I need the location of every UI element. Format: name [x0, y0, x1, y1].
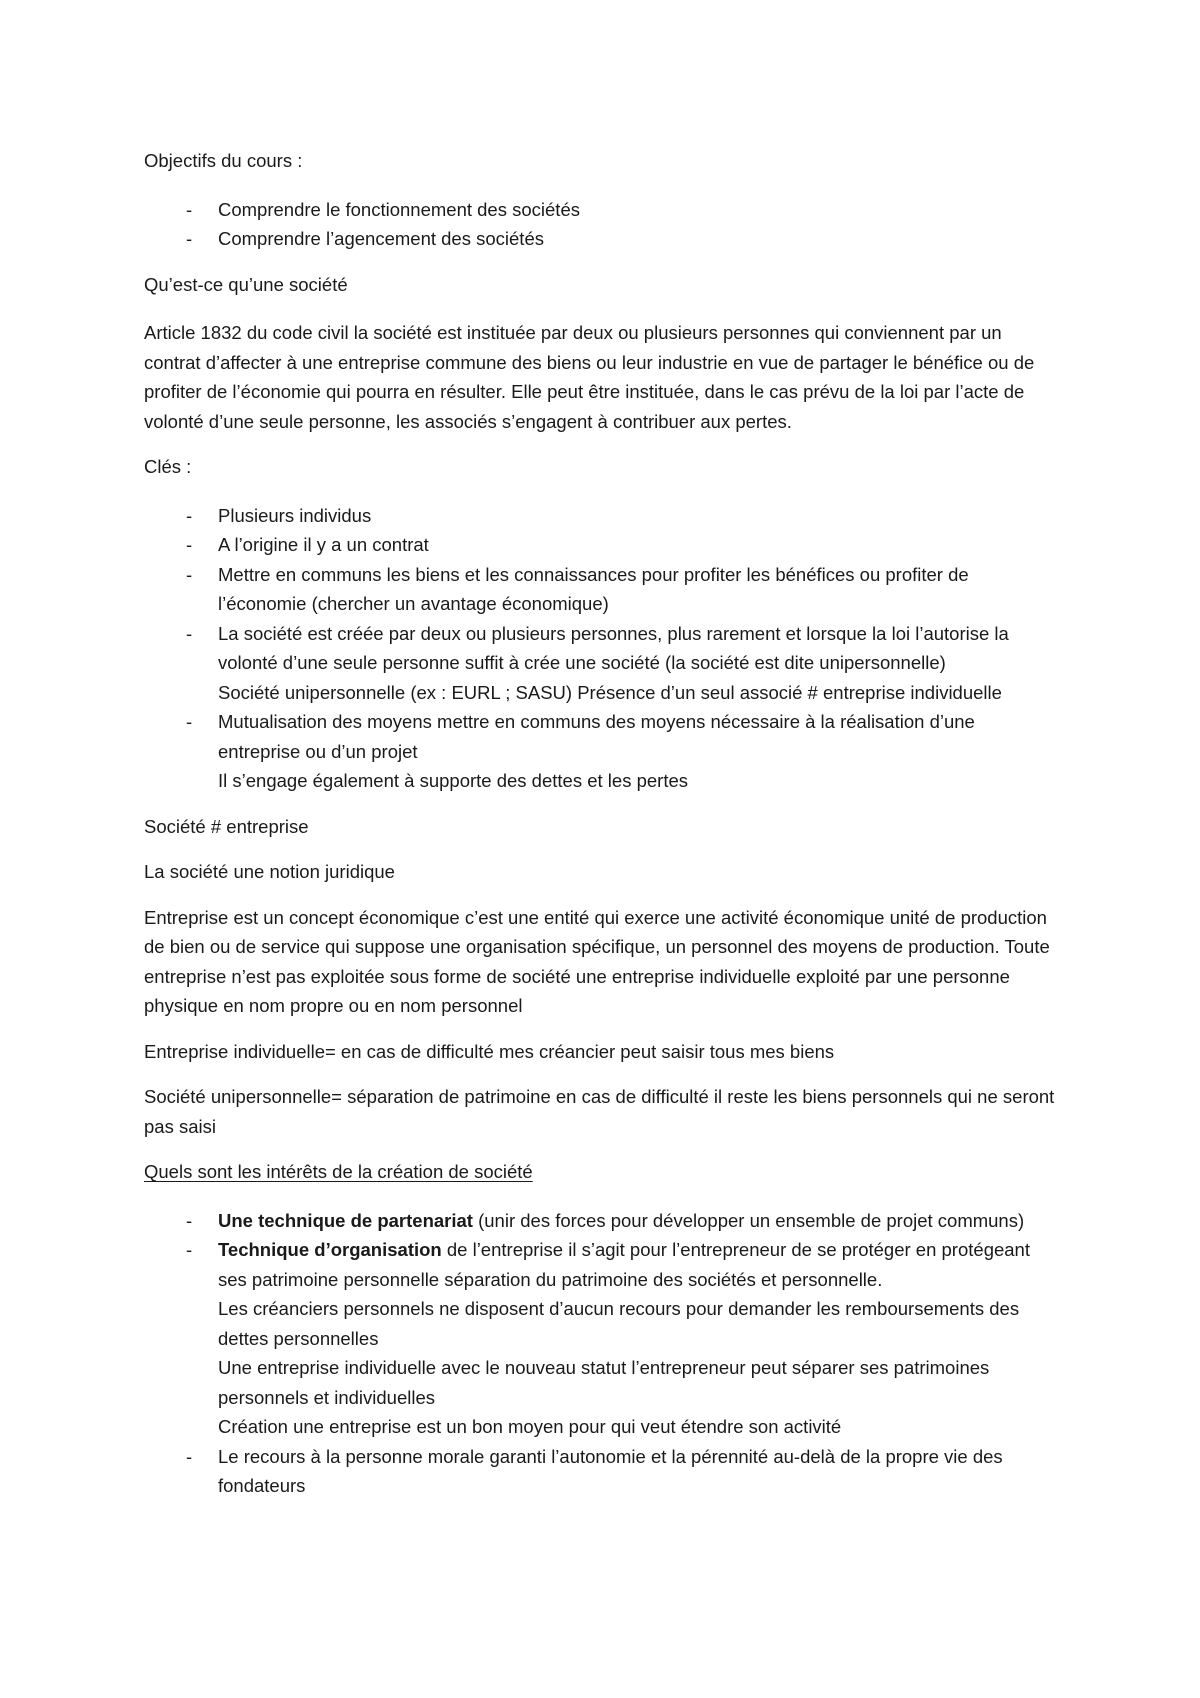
definition-heading: Qu’est-ce qu’une société	[144, 273, 348, 295]
list-item-extra: Une entreprise individuelle avec le nouveau statut l’entrepreneur peut séparer ses patrimoines personnels et individuelles	[218, 1357, 990, 1408]
document-body	[144, 146, 1062, 1517]
list-item-extra: Création une entreprise est un bon moyen pour qui veut étendre son activité	[218, 1416, 842, 1437]
list-item: - Comprendre l’agencement des sociétés	[144, 224, 1062, 254]
objectifs-heading: Objectifs du cours :	[144, 150, 303, 171]
interets-heading	[144, 1157, 1062, 1187]
list-item: - Comprendre le fonctionnement des sociétés	[144, 195, 1062, 225]
objectifs-list	[144, 195, 1062, 254]
list-item-text: - Mettre en communs les biens et les connaissances pour profiter les bénéfices ou profiter de l’économie (chercher un avantage économique)	[218, 563, 969, 614]
societe-unipersonnelle-paragraph: Société unipersonnelle= séparation de patrimoine en cas de difficulté il reste les biens personnels qui ne seront pas saisi	[144, 1086, 1055, 1137]
list-item	[144, 707, 1062, 796]
list-item	[144, 1442, 1062, 1501]
cles-list	[144, 501, 1062, 796]
list-item-bold: Une technique de partenariat	[218, 1209, 473, 1231]
list-item-text: - A l’origine il y a un contrat	[218, 534, 429, 555]
list-item-rest: de l’entreprise il s’agit pour l’entrepreneur de se protéger en protégeant ses patrimoine personnelle séparation du patrimoine des sociétés et personnelle.	[218, 1239, 1030, 1290]
list-item-text: - Mutualisation des moyens mettre en communs des moyens nécessaire à la réalisation d’une entreprise ou d’un projet	[218, 711, 975, 762]
list-item	[144, 619, 1062, 708]
list-item-text	[218, 1206, 1062, 1236]
notion-juridique-paragraph: La société une notion juridique	[144, 861, 395, 882]
article-paragraph: Article 1832 du code civil la société est instituée par deux ou plusieurs personnes qui conviennent par un contrat d’affecter à une entreprise commune des biens ou leur industrie en vue de partager le bénéfice ou de profiter de l’économie qui pourra en résulter. Elle peut être instituée, dans le cas prévu de la loi par l’acte de volonté d’une seule personne, les associés s’engagent à contribuer aux pertes.	[144, 322, 1035, 432]
societe-entreprise-heading: Société # entreprise	[144, 815, 309, 837]
list-item-bold: Technique d’organisation	[218, 1239, 442, 1260]
cles-heading: Clés :	[144, 456, 192, 477]
list-item	[144, 560, 1062, 619]
list-item-text: Il s’engage également à supporte des dettes et les pertes	[218, 770, 688, 791]
list-item-text: - Le recours à la personne morale garanti l’autonomie et la pérennité au-delà de la propre vie des fondateurs	[218, 1445, 1003, 1496]
list-item	[144, 530, 1062, 560]
entreprise-paragraph: Entreprise est un concept économique c’est une entité qui exerce une activité économique unité de production de bien ou de service qui suppose une organisation spécifique, un personnel des moyens de production. Toute entreprise n’est pas exploitée sous forme de société une entreprise individuelle exploité par une personne physique en nom propre ou en nom personnel	[144, 906, 1050, 1016]
list-item-text: - Plusieurs individus	[218, 504, 372, 526]
list-item-rest: (unir des forces pour développer un ensemble de projet communs)	[472, 1209, 1025, 1231]
list-item-text: - La société est créée par deux ou plusieurs personnes, plus rarement et lorsque la loi l’autorise la volonté d’une seule personne suffit à crée une société (la société est dite unipersonnelle)	[218, 622, 1009, 673]
interets-heading-text: Quels sont les intérêts de la création de société	[144, 1161, 533, 1182]
list-item	[144, 1206, 1062, 1236]
list-item-extra: Les créanciers personnels ne disposent d’aucun recours pour demander les remboursements des dettes personnelles	[218, 1298, 1020, 1349]
list-item-text: Société unipersonnelle (ex : EURL ; SASU) Présence d’un seul associé # entreprise individuelle	[218, 681, 1002, 703]
list-item	[144, 501, 1062, 531]
entreprise-individuelle-paragraph: Entreprise individuelle= en cas de difficulté mes créancier peut saisir tous mes biens	[144, 1040, 835, 1062]
list-item	[144, 1235, 1062, 1442]
interets-list	[144, 1206, 1062, 1501]
list-item-text	[218, 1235, 1062, 1294]
